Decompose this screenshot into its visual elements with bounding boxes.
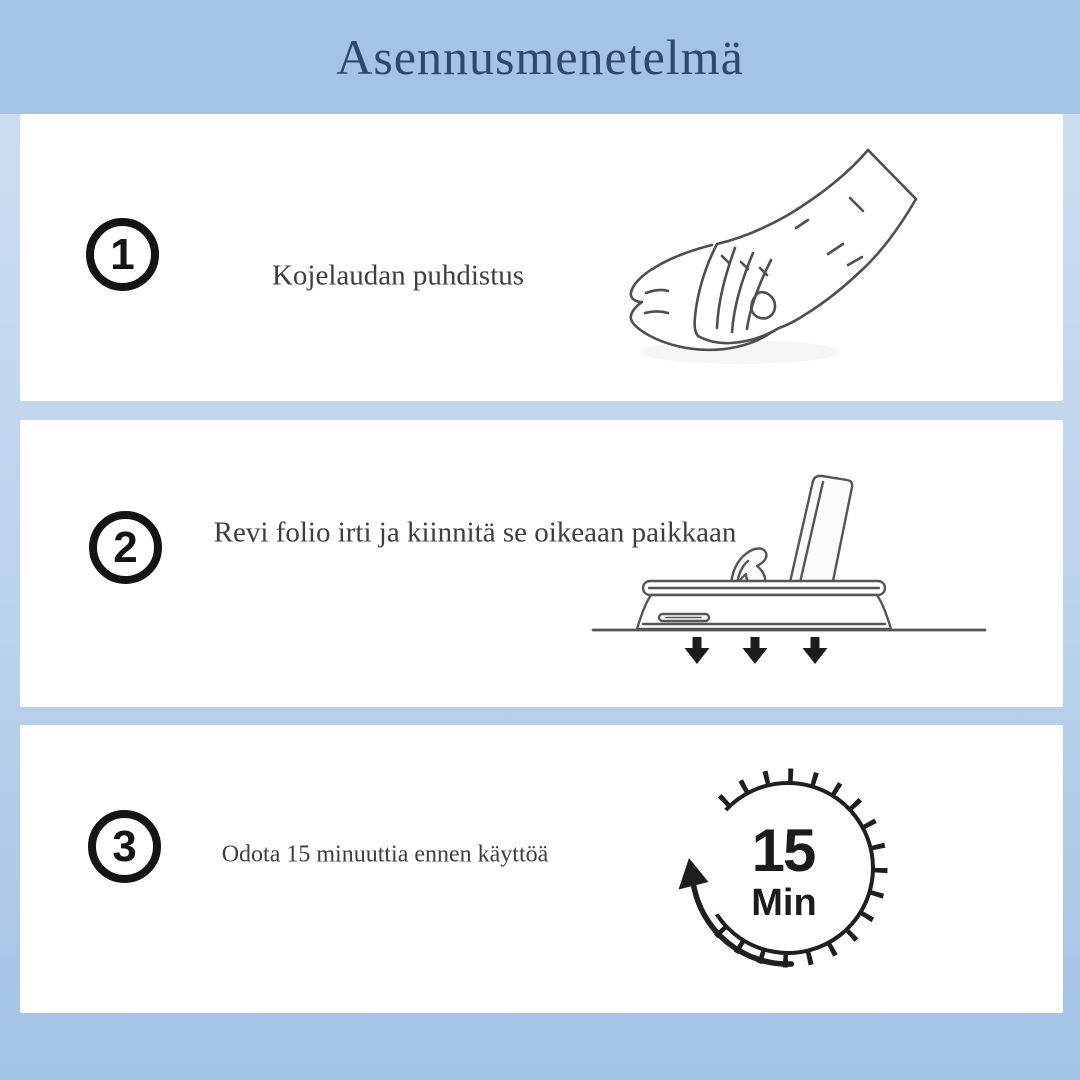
step-2-number: 2: [113, 522, 138, 572]
step-1-text: Kojelaudan puhdistus: [271, 259, 525, 292]
step-panel-2: [20, 420, 1063, 707]
page-title: Asennusmenetelmä: [336, 29, 744, 85]
mount-base-press-icon: [585, 473, 995, 673]
press-down-arrows: [685, 637, 828, 664]
hand-wiping-icon: [600, 136, 950, 376]
step-2-text: Revi folio irti ja kiinnitä se oikeaan paikkaan: [213, 516, 737, 549]
timer-value: 15: [751, 817, 815, 884]
step-panel-1: [20, 114, 1063, 401]
step-3-text: Odota 15 minuuttia ennen käyttöä: [221, 841, 549, 868]
timer-icon: [670, 761, 905, 977]
timer-unit: Min: [751, 882, 817, 924]
header-band: [0, 0, 1080, 114]
step-3-number-badge: [88, 810, 161, 883]
step-3-number: 3: [112, 821, 137, 871]
step-2-number-badge: [89, 511, 162, 584]
step-1-number-badge: [86, 218, 159, 291]
step-panel-3: [20, 725, 1063, 1013]
step-1-number: 1: [110, 229, 135, 279]
